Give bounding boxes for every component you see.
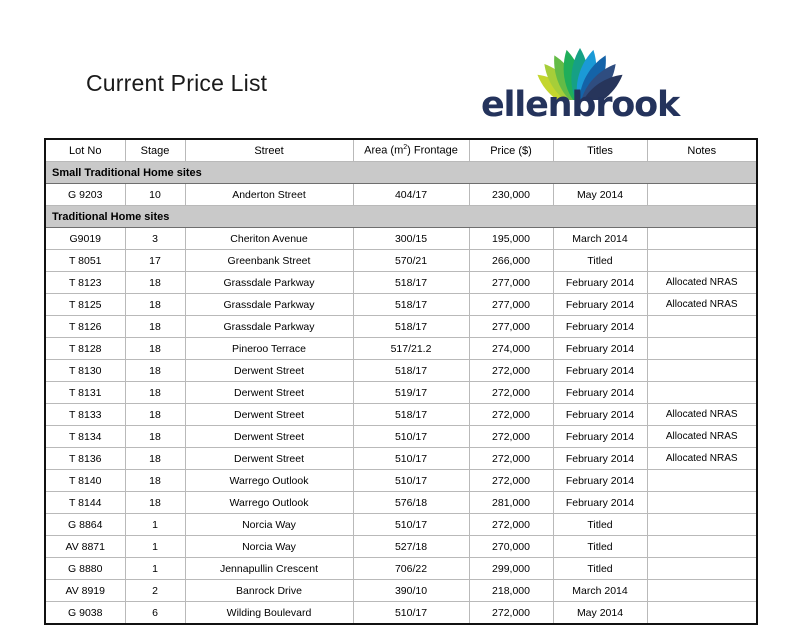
- cell-stage: 6: [125, 602, 185, 625]
- table-header-row: [45, 139, 757, 162]
- cell-titles: February 2014: [553, 272, 647, 294]
- cell-street: Derwent Street: [185, 448, 353, 470]
- cell-notes: [647, 492, 757, 514]
- section-heading: Traditional Home sites: [45, 206, 757, 228]
- cell-lot: AV 8871: [45, 536, 125, 558]
- document-header: [0, 0, 800, 132]
- column-header-stage: Stage: [125, 139, 185, 162]
- table-body: [45, 162, 757, 625]
- page-title: Current Price List: [86, 70, 268, 96]
- cell-titles: March 2014: [553, 228, 647, 250]
- cell-lot: T 8125: [45, 294, 125, 316]
- cell-notes: [647, 184, 757, 206]
- cell-stage: 18: [125, 294, 185, 316]
- cell-titles: February 2014: [553, 492, 647, 514]
- cell-notes: Allocated NRAS: [647, 448, 757, 470]
- cell-titles: Titled: [553, 250, 647, 272]
- cell-area: 576/18: [353, 492, 469, 514]
- cell-notes: [647, 580, 757, 602]
- cell-notes: Allocated NRAS: [647, 294, 757, 316]
- table-row: [45, 338, 757, 360]
- cell-street: Norcia Way: [185, 536, 353, 558]
- cell-titles: February 2014: [553, 470, 647, 492]
- cell-price: 272,000: [469, 404, 553, 426]
- cell-lot: T 8136: [45, 448, 125, 470]
- cell-area: 390/10: [353, 580, 469, 602]
- cell-titles: Titled: [553, 514, 647, 536]
- cell-price: 299,000: [469, 558, 553, 580]
- cell-price: 272,000: [469, 448, 553, 470]
- cell-titles: February 2014: [553, 448, 647, 470]
- cell-stage: 17: [125, 250, 185, 272]
- column-header-area: Area $(m^2)$ Frontage: [353, 139, 469, 162]
- cell-area: 527/18: [353, 536, 469, 558]
- cell-stage: 18: [125, 360, 185, 382]
- column-header-notes: Notes: [647, 139, 757, 162]
- cell-notes: Allocated NRAS: [647, 272, 757, 294]
- table-row: [45, 536, 757, 558]
- section-heading: Small Traditional Home sites: [45, 162, 757, 184]
- table-row: [45, 602, 757, 625]
- cell-area: 404/17: [353, 184, 469, 206]
- table-row: [45, 404, 757, 426]
- cell-titles: May 2014: [553, 602, 647, 625]
- cell-notes: [647, 514, 757, 536]
- cell-notes: [647, 316, 757, 338]
- cell-stage: 18: [125, 338, 185, 360]
- cell-street: Greenbank Street: [185, 250, 353, 272]
- cell-notes: [647, 602, 757, 625]
- cell-lot: T 8131: [45, 382, 125, 404]
- table-row: [45, 492, 757, 514]
- cell-titles: March 2014: [553, 580, 647, 602]
- table-header: [45, 139, 757, 162]
- cell-area: 510/17: [353, 448, 469, 470]
- cell-titles: February 2014: [553, 426, 647, 448]
- table-row: [45, 426, 757, 448]
- cell-price: 218,000: [469, 580, 553, 602]
- cell-titles: May 2014: [553, 184, 647, 206]
- cell-stage: 10: [125, 184, 185, 206]
- cell-price: 281,000: [469, 492, 553, 514]
- column-header-price: Price ($): [469, 139, 553, 162]
- cell-notes: [647, 360, 757, 382]
- cell-price: 230,000: [469, 184, 553, 206]
- superscript-two: 2: [403, 144, 408, 152]
- cell-lot: T 8126: [45, 316, 125, 338]
- cell-street: Derwent Street: [185, 382, 353, 404]
- cell-price: 195,000: [469, 228, 553, 250]
- cell-lot: T 8123: [45, 272, 125, 294]
- cell-price: 274,000: [469, 338, 553, 360]
- cell-street: Grassdale Parkway: [185, 294, 353, 316]
- cell-stage: 18: [125, 404, 185, 426]
- cell-titles: February 2014: [553, 316, 647, 338]
- cell-area: 706/22: [353, 558, 469, 580]
- cell-price: 272,000: [469, 602, 553, 625]
- table-row: [45, 228, 757, 250]
- table-row: [45, 558, 757, 580]
- cell-lot: G 8880: [45, 558, 125, 580]
- cell-area: 300/15: [353, 228, 469, 250]
- cell-stage: 18: [125, 382, 185, 404]
- cell-area: 517/21.2: [353, 338, 469, 360]
- cell-notes: Allocated NRAS: [647, 426, 757, 448]
- cell-lot: T 8140: [45, 470, 125, 492]
- cell-street: Warrego Outlook: [185, 492, 353, 514]
- cell-lot: G 8864: [45, 514, 125, 536]
- table-row: [45, 580, 757, 602]
- cell-stage: 18: [125, 272, 185, 294]
- table-row: [45, 184, 757, 206]
- cell-area: 518/17: [353, 360, 469, 382]
- cell-notes: [647, 470, 757, 492]
- cell-titles: Titled: [553, 536, 647, 558]
- cell-price: 277,000: [469, 316, 553, 338]
- cell-lot: G 9038: [45, 602, 125, 625]
- cell-stage: 18: [125, 470, 185, 492]
- cell-stage: 2: [125, 580, 185, 602]
- cell-price: 277,000: [469, 294, 553, 316]
- cell-stage: 1: [125, 536, 185, 558]
- cell-price: 272,000: [469, 426, 553, 448]
- cell-stage: 18: [125, 448, 185, 470]
- cell-area: 570/21: [353, 250, 469, 272]
- cell-lot: T 8130: [45, 360, 125, 382]
- cell-street: Derwent Street: [185, 426, 353, 448]
- section-header-row: [45, 162, 757, 184]
- cell-street: Jennapullin Crescent: [185, 558, 353, 580]
- cell-area: 518/17: [353, 272, 469, 294]
- cell-price: 272,000: [469, 360, 553, 382]
- cell-price: 270,000: [469, 536, 553, 558]
- cell-lot: AV 8919: [45, 580, 125, 602]
- cell-area: 510/17: [353, 426, 469, 448]
- cell-street: Derwent Street: [185, 360, 353, 382]
- section-header-row: [45, 206, 757, 228]
- cell-street: Grassdale Parkway: [185, 316, 353, 338]
- table-row: [45, 360, 757, 382]
- cell-area: 518/17: [353, 404, 469, 426]
- cell-notes: Allocated NRAS: [647, 404, 757, 426]
- cell-price: 272,000: [469, 382, 553, 404]
- cell-notes: [647, 250, 757, 272]
- cell-street: Norcia Way: [185, 514, 353, 536]
- cell-stage: 3: [125, 228, 185, 250]
- cell-street: Wilding Boulevard: [185, 602, 353, 625]
- cell-titles: Titled: [553, 558, 647, 580]
- price-table: [44, 138, 758, 625]
- cell-street: Cheriton Avenue: [185, 228, 353, 250]
- table-row: [45, 448, 757, 470]
- cell-lot: G 9203: [45, 184, 125, 206]
- cell-street: Warrego Outlook: [185, 470, 353, 492]
- cell-lot: T 8144: [45, 492, 125, 514]
- cell-street: Banrock Drive: [185, 580, 353, 602]
- cell-stage: 18: [125, 492, 185, 514]
- cell-stage: 18: [125, 426, 185, 448]
- cell-notes: [647, 536, 757, 558]
- logo-wordmark: ellenbrook: [480, 85, 680, 125]
- table-row: [45, 514, 757, 536]
- cell-titles: February 2014: [553, 294, 647, 316]
- cell-price: 266,000: [469, 250, 553, 272]
- cell-titles: February 2014: [553, 360, 647, 382]
- cell-lot: G9019: [45, 228, 125, 250]
- cell-price: 277,000: [469, 272, 553, 294]
- cell-titles: February 2014: [553, 382, 647, 404]
- ellenbrook-logo: [460, 22, 700, 132]
- cell-titles: February 2014: [553, 338, 647, 360]
- cell-notes: [647, 382, 757, 404]
- cell-price: 272,000: [469, 514, 553, 536]
- cell-street: Pineroo Terrace: [185, 338, 353, 360]
- cell-notes: [647, 228, 757, 250]
- cell-area: 518/17: [353, 316, 469, 338]
- table-row: [45, 382, 757, 404]
- column-header-lot: Lot No: [45, 139, 125, 162]
- price-table-container: [44, 138, 756, 625]
- table-row: [45, 294, 757, 316]
- cell-street: Derwent Street: [185, 404, 353, 426]
- cell-titles: February 2014: [553, 404, 647, 426]
- column-header-street: Street: [185, 139, 353, 162]
- cell-lot: T 8051: [45, 250, 125, 272]
- cell-notes: [647, 338, 757, 360]
- cell-notes: [647, 558, 757, 580]
- column-header-titles: Titles: [553, 139, 647, 162]
- cell-area: 518/17: [353, 294, 469, 316]
- cell-price: 272,000: [469, 470, 553, 492]
- cell-stage: 18: [125, 316, 185, 338]
- cell-stage: 1: [125, 558, 185, 580]
- cell-area: 510/17: [353, 514, 469, 536]
- cell-lot: T 8128: [45, 338, 125, 360]
- cell-lot: T 8133: [45, 404, 125, 426]
- cell-lot: T 8134: [45, 426, 125, 448]
- table-row: [45, 250, 757, 272]
- table-row: [45, 316, 757, 338]
- table-row: [45, 272, 757, 294]
- cell-area: 510/17: [353, 602, 469, 625]
- cell-area: 510/17: [353, 470, 469, 492]
- table-row: [45, 470, 757, 492]
- cell-area: 519/17: [353, 382, 469, 404]
- cell-street: Anderton Street: [185, 184, 353, 206]
- cell-stage: 1: [125, 514, 185, 536]
- cell-street: Grassdale Parkway: [185, 272, 353, 294]
